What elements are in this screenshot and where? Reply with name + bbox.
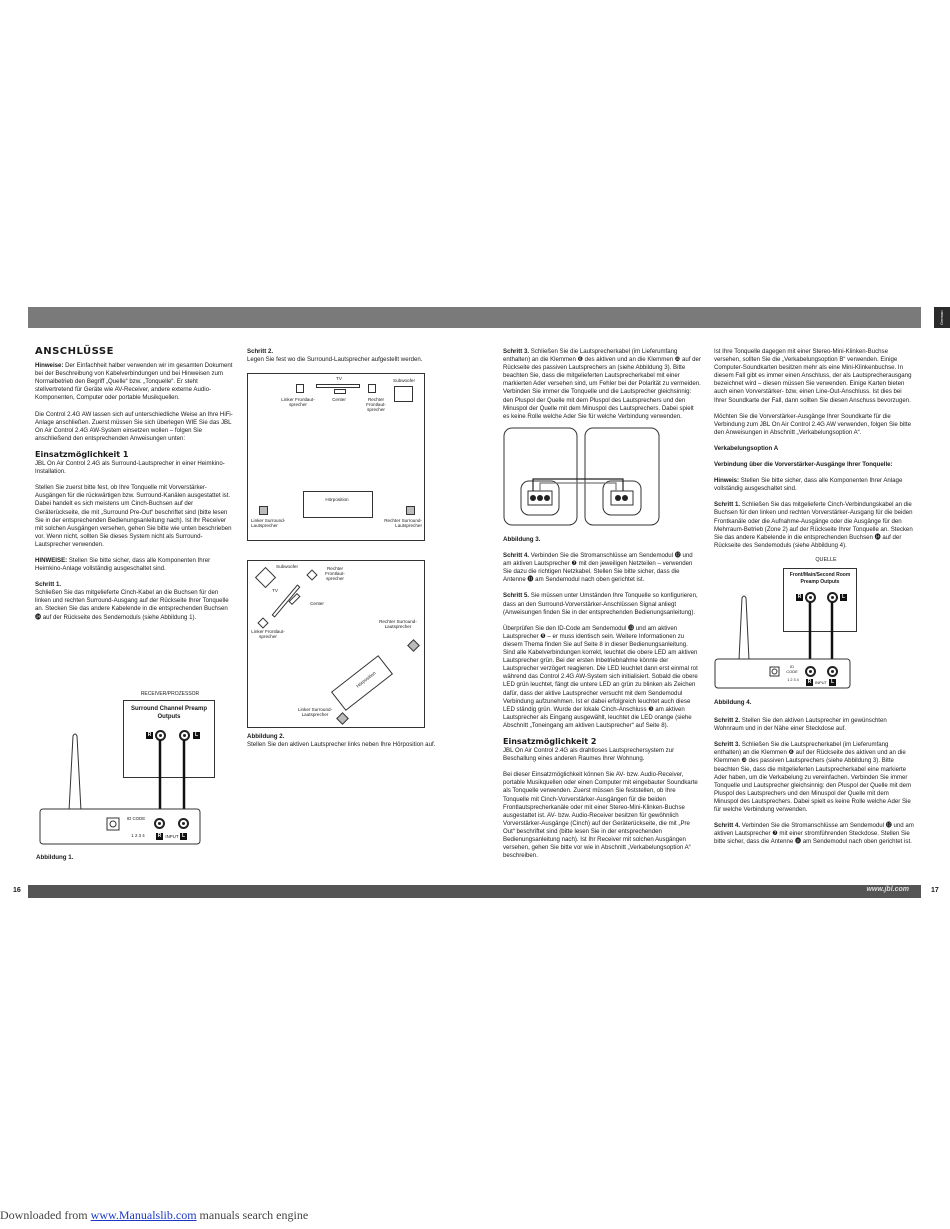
subheading: Verbindung über die Vorverstärker-Ausgänge Ihrer Tonquelle: <box>714 461 893 469</box>
surround-right-speaker <box>406 506 415 515</box>
id-code-label: ID CODE <box>126 816 146 821</box>
paragraph: Stellen Sie den aktiven Lautsprecher links neben Ihre Hörposition auf. <box>247 741 436 749</box>
id-code-numbers: 1 2 3 4 <box>131 833 145 838</box>
manualslib-link[interactable]: www.Manualslib.com <box>90 1208 197 1222</box>
section-heading: Einsatzmöglichkeit 1 <box>35 449 129 459</box>
front-left-speaker <box>296 384 304 393</box>
figure-1-caption: Abbildung 1. <box>36 854 74 861</box>
paragraph: Stellen Sie zuerst bitte fest, ob Ihre Tonquelle mit Vorverstärker-Ausgängen für die rückwärtigen bzw. Surround-Kanälen ausgestattet ist. Dabei handelt es sich meistens um Cinch-Buchsen auf der Geräterückseite, die mit „Surround Pre-Out“ beschriftet sind (bitte lesen Sie in der entsprechenden Bedienungsanleitung nach). Ist Ihr Receiver mit solchen Ausgängen versehen, gehen Sie bitte wie unten beschrieben vor. Wenn nicht, sollten Sie dieses System nicht als Surround-Lautsprecher verwenden. <box>35 484 232 548</box>
column-3-top <box>503 348 701 429</box>
input-label: INPUT <box>165 834 179 839</box>
front-left-label: Linker Frontlaut-sprecher <box>281 397 315 408</box>
subwoofer-label: Subwoofer <box>276 564 298 569</box>
surround-left-speaker <box>259 506 268 515</box>
id-code-label: ID CODE <box>786 664 798 675</box>
paragraph: Schließen Sie das mitgelieferte Cinch-Kabel an die Buchsen für den linken und rechten Surround-Ausgang auf der Rückseite Ihrer Tonquelle an. Stecken Sie das andere Kabelende in die entsprechenden Buchsen ⓮ auf der Rückseite des Sendemoduls (siehe Abbildung 1). <box>35 589 229 621</box>
step: Schritt 2. <box>247 348 274 355</box>
tv-label: TV <box>272 588 278 593</box>
paragraph: Schritt 3. Schließen Sie die Lautsprecherkabel (im Lieferumfang enthalten) an die Klemmen ❻ auf der Rückseite des aktiven und an die Klemmen ❿ des passiven Lautsprechers (siehe Abbildung 3). Bitte beachten Sie, dass die mitgelieferten Lautsprecherkabel eine markierte Ader haben, um die Verkabelung zu vereinfachen. Verbinden Sie immer Tonquelle und Lautsprecher gleichsinnig: den Pluspol der Quelle mit dem Pluspol des Lautsprechers und den Minuspol der Quelle mit dem Minuspol des Lautsprechers. Dabei spielt es keine Rolle welche Ader Sie für welche Verbindung verwenden. <box>714 741 912 814</box>
header-bar <box>28 307 921 328</box>
footer-suffix: manuals search engine <box>196 1208 309 1222</box>
page-number-left: 16 <box>13 887 21 894</box>
figure-4-caption: Abbildung 4. <box>714 699 752 706</box>
subwoofer-label: Subwoofer <box>393 378 415 383</box>
figure-3 <box>503 427 663 527</box>
paragraph: Schritt 4. Verbinden Sie die Stromanschlüsse am Sendemodul ⓬ und am aktiven Lautsprecher ❼ mit einer stromführenden Steckdose. Stellen Sie bitte sicher, dass die Antenne ⓫ am Sendemodul nach oben gerichtet ist. <box>714 822 914 846</box>
fig3-drawing <box>503 427 663 527</box>
front-left-speaker <box>257 617 268 628</box>
figure-3-caption: Abbildung 3. <box>503 536 541 543</box>
l-badge: L <box>841 594 846 600</box>
front-right-speaker <box>306 569 317 580</box>
page-title: ANSCHLÜSSE <box>35 346 114 357</box>
paragraph: Schritt 5. Sie müssen unter Umständen Ihre Tonquelle so konfigurieren, dass an den Surround-Vorverstärker-Anschlüssen Signal anliegt (Anweisungen finden Sie in der entsprechenden Bedienungsanleitung). <box>503 592 698 616</box>
paragraph: Überprüfen Sie den ID-Code am Sendemodul ⓭ und am aktiven Lautsprecher ❺ – er muss identisch sein. Weitere Informationen zu diesem Thema finden Sie auf Seite 8 in dieser Bedienungsanleitung. Sind alle Kabelverbindungen korrekt, leuchtet die obere LED am aktiven Lautsprecher grün. Bei der ersten Inbetriebnahme könnte der Lautsprecher verzögert reagieren. Die LED leuchtet dann erst einmal rot während das Control 2.4G AW-System sich initialisiert. Sobald die obere LED grün leuchtet, fängt die untere LED an grün zu blinken als Zeichen dafür, dass der aktive Lautsprecher versucht mit dem Sendemodul Verbindung aufzunehmen. Ist er dabei erfolgreich leuchtet auch diese LED ständig grün. Wurde der lokale Cinch-Anschluss ❸ am aktiven Lautsprecher als Eingang ausgewählt, leuchtet die LED orange (siehe Abschnitt „Toneingang am aktiven Lautsprecher“ auf Seite 8). <box>503 624 698 729</box>
center-speaker <box>334 389 346 394</box>
fig4-source-label: QUELLE <box>815 557 837 563</box>
source-outputs-label: Front/Main/Second Room Preamp Outputs <box>789 572 851 585</box>
input-r-jack <box>154 818 165 829</box>
note: HINWEISE: Stellen Sie bitte sicher, dass alle Komponenten Ihrer Heimkino-Anlage vollständig ausgeschaltet sind. <box>35 556 211 573</box>
surround-left-label: Linker Surround-Lautsprecher <box>297 707 333 718</box>
front-right-speaker <box>368 384 376 393</box>
input-l-badge: L <box>830 679 835 685</box>
surround-right-speaker <box>407 639 420 652</box>
listening-position-label: Hörposition <box>355 670 377 689</box>
paragraph: Hinweise: Der Einfachheit halber verwenden wir im gesamten Dokument bei der Beschreibung von Kabelverbindungen und bei Hinweisen zum Normalbetrieb den Begriff „Quelle“ bzw. „Tonquelle“. Er steht stellvertretend für Geräte wie AV-Receiver, andere externe Audio-Komponenten, Computer oder portable Musikquellen. <box>35 362 233 402</box>
receiver-outputs-label: Surround Channel Preamp Outputs <box>130 706 207 720</box>
column-3 <box>503 536 701 868</box>
figure-1 <box>35 688 240 868</box>
figure-2a <box>247 373 425 541</box>
input-label: INPUT <box>815 680 827 685</box>
listening-position-label: Hörposition <box>325 497 349 502</box>
subwoofer-shape <box>255 567 276 588</box>
surround-left-label: Linker Surround-Lautsprecher <box>251 518 286 529</box>
section-heading: Einsatzmöglichkeit 2 <box>503 736 597 746</box>
surround-right-label: Rechter Surround-Lautsprecher <box>384 518 422 529</box>
input-r-badge: R <box>807 679 812 685</box>
page-number-right: 17 <box>931 887 939 894</box>
figure-2b <box>247 560 425 728</box>
step: Schritt 1. <box>35 581 62 589</box>
site-url: www.jbl.com <box>866 886 909 893</box>
column-4-top <box>714 348 914 558</box>
paragraph: Schritt 1. Schließen Sie das mitgelieferte Cinch-Verbindungskabel an die Buchsen für den linken und rechten Vorverstärker-Ausgang für die beiden Frontkanäle oder die Aufnahme-Ausgänge oder die Ausgänge für den Mehrraum-Betrieb (Zone 2) auf der Rückseite Ihrer Tonquelle an. Stecken Sie das andere Kabelende in die entsprechenden Buchsen ⓮ auf der Rückseite des Sendemoduls (siehe Abbildung 4). <box>714 501 913 549</box>
front-right-label: Rechter Frontlaut-sprecher <box>366 397 386 413</box>
note: Hinweis: Stellen Sie bitte sicher, dass alle Komponenten Ihrer Anlage vollständig ausgeschaltet sind. <box>714 477 903 493</box>
paragraph: JBL On Air Control 2.4G als drahtloses Lautsprechersystem zur Beschallung eines anderen Raumes Ihrer Wohnung. <box>503 747 675 763</box>
column-4 <box>714 699 914 854</box>
surround-right-label: Rechter Surround-Lautsprecher <box>379 619 417 630</box>
center-label: Center <box>332 397 346 402</box>
front-right-label: Rechter Frontlaut-sprecher <box>325 566 345 582</box>
tv-shape <box>316 384 360 388</box>
column-2 <box>247 348 437 372</box>
paragraph: Schritt 4. Verbinden Sie die Stromanschlüsse am Sendemodul ⓬ und am aktiven Lautsprecher ❼ mit den jeweiligen Netzteilen – verwenden Sie dazu die richtigen Netzkabel. Stellen Sie bitte sicher, dass die Antenne ⓫ am Sendemodul nach oben gerichtet ist. <box>503 552 693 584</box>
paragraph: JBL On Air Control 2.4G als Surround-Lautsprecher in einer Heimkino-Installation. <box>35 460 225 476</box>
surround-left-speaker <box>336 712 349 725</box>
fig1-drawing <box>35 688 240 868</box>
input-l-jack <box>827 666 838 677</box>
subheading: Verkabelungsoption A <box>714 444 779 452</box>
front-left-label: Linker Frontlaut-sprecher <box>251 629 285 640</box>
id-code-numbers: 1 2 3 4 <box>787 678 799 682</box>
l-badge: L <box>194 732 199 738</box>
paragraph: Legen Sie fest wo die Surround-Lautsprecher aufgestellt werden. <box>247 356 423 364</box>
input-r-jack <box>805 666 816 677</box>
footer-prefix: Downloaded from <box>0 1208 91 1222</box>
figure-4 <box>714 556 864 691</box>
input-l-jack <box>178 818 189 829</box>
r-badge: R <box>147 732 152 738</box>
fig1-source-label: RECEIVER/PROZESSOR <box>140 691 200 697</box>
footer-bar <box>28 885 921 898</box>
column-1 <box>35 348 235 630</box>
download-footer <box>0 1208 308 1223</box>
subwoofer-shape <box>394 386 413 402</box>
tv-label: TV <box>336 376 342 381</box>
center-label: Center <box>310 601 324 606</box>
figure-2-caption: Abbildung 2. <box>247 733 285 740</box>
input-l-badge: L <box>181 833 186 839</box>
paragraph: Schritt 2. Stellen Sie den aktiven Lautsprecher im gewünschten Wohnraum und in der Nähe einer Steckdose auf. <box>714 717 887 733</box>
sofa-shape <box>303 491 373 518</box>
r-badge: R <box>797 594 802 600</box>
input-r-badge: R <box>157 833 162 839</box>
paragraph: Ist Ihre Tonquelle dagegen mit einer Stereo-Mini-Klinken-Buchse versehen, sollten Sie die „Verkabelungsoption B“ verwenden. Einige Computer-Soundkarten besitzen mehr als eine Mini-Klinkenbuchse. In diesem Fall gibt es immer einen Anschluss, der als Lautsprecherausgang bezeichnet wird – diesen müssen Sie verwenden. Einige Karten bieten auch einen Vorverstärker- bzw. einen Line-Out-Anschluss. Ist dies bei Ihrer Soundkarte der Fall, dann sollten Sie diesen Anschuss bevorzugen. <box>714 348 912 404</box>
paragraph: Bei dieser Einsatzmöglichkeit können Sie AV- bzw. Audio-Receiver, portable Musikquellen oder einen Computer mit eingebauter Soundkarte als Tonquelle verwenden. Zuerst müssen Sie feststellen, ob Ihre Tonquelle mit Cinch-Vorverstärker-Ausgängen für die beiden Frontlautsprecherkanäle oder mit einer Stereo-Mini-Klinken-Buchse ausgestattet ist. AV- bzw. Audio-Receiver besitzen für gewöhnlich Vorverstärker-Ausgänge (Cinch) auf der Geräterückseite, die mit „Pre Out“ beschriftet sind (bitte lesen Sie in der entsprechenden Bedienungsanleitung nach). Ist Ihr Receiver mit solchen Ausgängen versehen, gehen Sie bitte vor wie in Abschnitt „Verkabelungsoption A“ beschreiben. <box>503 771 698 860</box>
column-2-bottom <box>247 733 437 757</box>
language-tab: German <box>934 307 950 328</box>
paragraph: Möchten Sie die Vorverstärker-Ausgänge Ihrer Soundkarte für die Verbindung zum JBL On Air Control 2.4G AW verwenden, folgen Sie bitte den Anweisungen in Abschnitt „Verkabelungsoption A“. <box>714 412 912 436</box>
paragraph: Schritt 3. Schließen Sie die Lautsprecherkabel (im Lieferumfang enthalten) an die Klemmen ❻ des aktiven und an die Klemmen ❿ auf der Rückseite des passiven Lautsprechers an (siehe Abbildung 3). Bitte beachten Sie, dass die mitgelieferten Lautsprecherkabel mit einer markierten Ader versehen sind, um Fehler bei der Polarität zu vermeiden. Verbinden Sie immer die Tonquelle und die Lautsprecher gleichsinnig: den Pluspol der Quelle mit dem Pluspol des Lautsprechers und den Minuspol der Quelle mit dem Minuspol des Lautsprechers. Dabei spielt es keine Rolle welche Ader Sie für welche Verbindung verwenden. <box>503 348 701 420</box>
paragraph: Die Control 2.4G AW lassen sich auf unterschiedliche Weise an Ihre HiFi-Anlage anschließen. Zuerst müssen Sie sich überlegen WIE Sie das JBL On Air Control 2.4G AW-System einsetzen wollen – folgen Sie anschließend den entsprechenden Anweisungen unten: <box>35 410 233 442</box>
